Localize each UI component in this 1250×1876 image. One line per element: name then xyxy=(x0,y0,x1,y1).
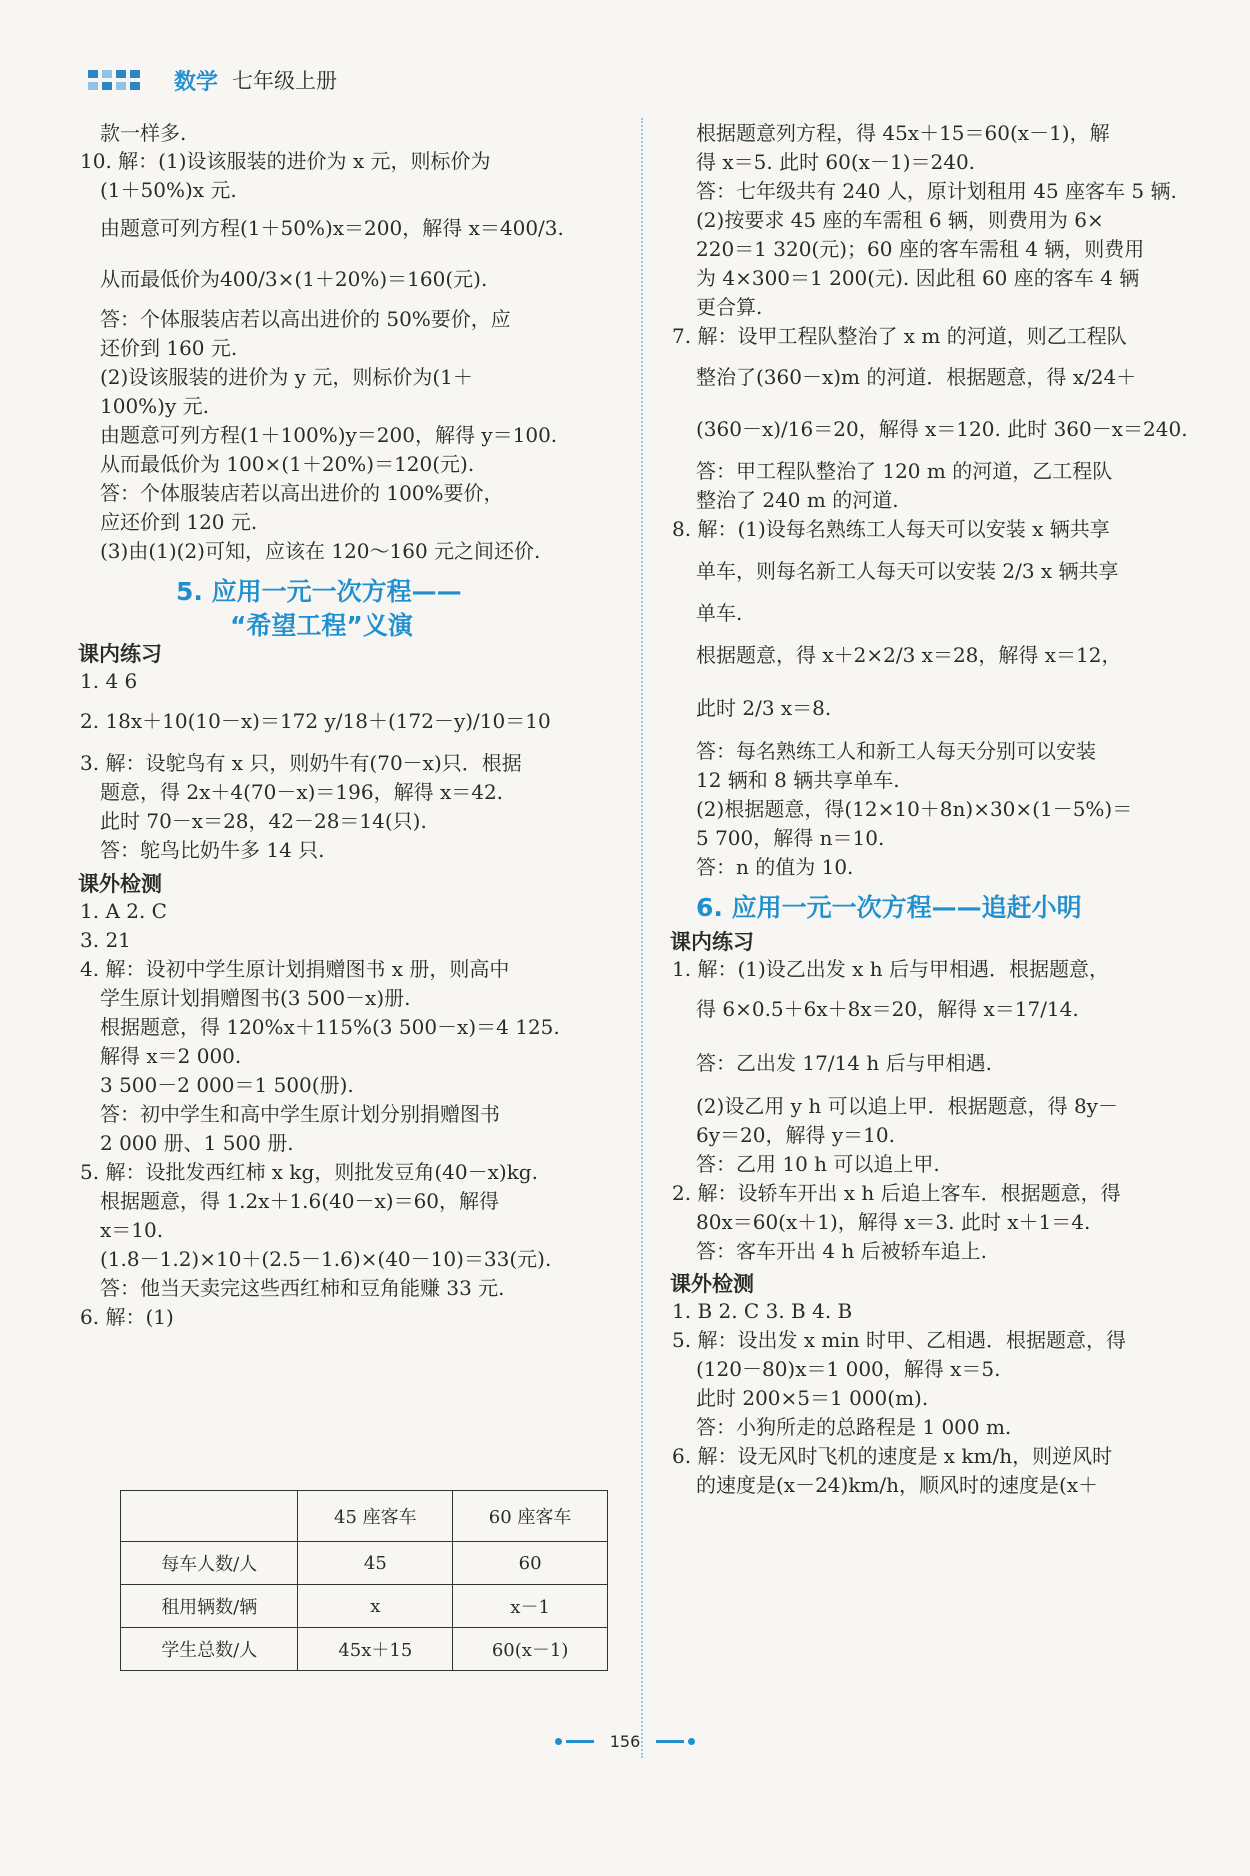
table-cell: 租用辆数/辆 xyxy=(121,1585,298,1628)
text-line: 从而最低价为400/3×(1＋20%)＝160(元). xyxy=(100,267,488,291)
text-line: (2)按要求 45 座的车需租 6 辆，则费用为 6× xyxy=(696,208,1104,232)
text-line: 4. 解：设初中学生原计划捐赠图书 x 册，则高中 xyxy=(80,957,510,981)
footer-dash-icon xyxy=(566,1740,594,1743)
bus-table xyxy=(120,1490,608,1671)
text-line: 根据题意，得 x＋2×2/3 x＝28，解得 x＝12， xyxy=(696,643,1122,667)
text-line: 题意，得 2x＋4(70－x)＝196，解得 x＝42. xyxy=(100,780,504,804)
section-title: 6. 应用一元一次方程——追赶小明 xyxy=(696,893,1082,922)
text-line: 答：个体服装店若以高出进价的 100%要价， xyxy=(100,481,504,505)
text-line: (1.8－1.2)×10＋(2.5－1.6)×(40－10)＝33(元). xyxy=(100,1247,552,1271)
section-title: 5. 应用一元一次方程—— xyxy=(176,577,462,606)
text-line: 此时 200×5＝1 000(m). xyxy=(696,1386,929,1410)
text-line: 6. 解：设无风时飞机的速度是 x km/h，则逆风时 xyxy=(672,1444,1113,1468)
text-line: 答：七年级共有 240 人，原计划租用 45 座客车 5 辆. xyxy=(696,179,1177,203)
text-line: 2. 18x＋10(10－x)＝172 y/18＋(172－y)/10＝10 xyxy=(80,709,551,733)
table-cell: 60(x－1) xyxy=(453,1628,608,1671)
subsection-heading: 课外检测 xyxy=(670,1272,754,1296)
text-line: 3. 21 xyxy=(80,928,131,952)
page-number: 156 xyxy=(609,1732,641,1751)
text-line: 1. 4 6 xyxy=(80,669,138,693)
text-line: 解得 x＝2 000. xyxy=(100,1044,242,1068)
text-line: 8. 解：(1)设每名熟练工人每天可以安装 x 辆共享 xyxy=(672,517,1110,541)
text-line: (360－x)/16＝20，解得 x＝120. 此时 360－x＝240. xyxy=(696,417,1188,441)
table-cell: 45 座客车 xyxy=(298,1491,453,1542)
text-line: 3. 解：设鸵鸟有 x 只，则奶牛有(70－x)只．根据 xyxy=(80,751,522,775)
text-line: 答：每名熟练工人和新工人每天分别可以安装 xyxy=(696,739,1096,763)
text-line: 1. A 2. C xyxy=(80,899,167,923)
header-subject: 数学 xyxy=(174,69,219,95)
table-cell xyxy=(121,1491,298,1542)
table-cell: 45 xyxy=(298,1542,453,1585)
text-line: 5 700，解得 n＝10. xyxy=(696,826,885,850)
text-line: 6. 解：(1) xyxy=(80,1305,174,1329)
text-line: 根据题意，得 120%x＋115%(3 500－x)＝4 125. xyxy=(100,1015,560,1039)
text-line: 答：n 的值为 10. xyxy=(696,855,854,879)
text-line: (120－80)x＝1 000，解得 x＝5. xyxy=(696,1357,1001,1381)
text-line: 单车. xyxy=(696,601,743,625)
text-line: 由题意可列方程(1＋100%)y＝200，解得 y＝100. xyxy=(100,423,558,447)
text-line: x＝10. xyxy=(100,1218,164,1242)
text-line: 得 6×0.5＋6x＋8x＝20，解得 x＝17/14. xyxy=(696,997,1079,1021)
text-line: 12 辆和 8 辆共享单车. xyxy=(696,768,900,792)
text-line: 80x＝60(x＋1)，解得 x＝3. 此时 x＋1＝4. xyxy=(696,1210,1091,1234)
section-title: “希望工程”义演 xyxy=(230,611,413,640)
text-line: 7. 解：设甲工程队整治了 x m 的河道，则乙工程队 xyxy=(672,324,1127,348)
text-line: 更合算. xyxy=(696,295,763,319)
table-cell: 45x＋15 xyxy=(298,1628,453,1671)
column-divider xyxy=(641,118,643,1758)
subsection-heading: 课外检测 xyxy=(78,872,162,896)
text-line: 答：乙出发 17/14 h 后与甲相遇. xyxy=(696,1051,992,1075)
text-line: 由题意可列方程(1＋50%)x＝200，解得 x＝400/3. xyxy=(100,216,564,240)
text-line: 220＝1 320(元)；60 座的客车需租 4 辆，则费用 xyxy=(696,237,1145,261)
text-line: (3)由(1)(2)可知，应该在 120～160 元之间还价. xyxy=(100,539,541,563)
text-line: (1＋50%)x 元. xyxy=(100,178,237,202)
footer-dot-icon xyxy=(688,1738,695,1745)
footer-dash-icon xyxy=(656,1740,684,1743)
text-line: 答：他当天卖完这些西红柿和豆角能赚 33 元. xyxy=(100,1276,505,1300)
logo-icon xyxy=(88,70,140,90)
header-grade: 七年级上册 xyxy=(232,69,338,93)
text-line: 5. 解：设批发西红柿 x kg，则批发豆角(40－x)kg. xyxy=(80,1160,538,1184)
page-footer xyxy=(0,1732,1250,1751)
subsection-heading: 课内练习 xyxy=(78,642,162,666)
text-line: 此时 70－x＝28，42－28＝14(只). xyxy=(100,809,427,833)
text-line: 此时 2/3 x＝8. xyxy=(696,696,832,720)
text-line: 2 000 册、1 500 册. xyxy=(100,1131,294,1155)
text-line: (2)根据题意，得(12×10＋8n)×30×(1－5%)＝ xyxy=(696,797,1133,821)
text-line: 单车，则每名新工人每天可以安装 2/3 x 辆共享 xyxy=(696,559,1119,583)
table-cell: x－1 xyxy=(453,1585,608,1628)
text-line: 1. B 2. C 3. B 4. B xyxy=(672,1299,853,1323)
table-cell: x xyxy=(298,1585,453,1628)
text-line: 得 x＝5. 此时 60(x－1)＝240. xyxy=(696,150,976,174)
text-line: 整治了 240 m 的河道. xyxy=(696,488,899,512)
text-line: 1. 解：(1)设乙出发 x h 后与甲相遇．根据题意， xyxy=(672,957,1110,981)
text-line: 10. 解：(1)设该服装的进价为 x 元，则标价为 xyxy=(80,149,491,173)
text-line: (2)设该服装的进价为 y 元，则标价为(1＋ xyxy=(100,365,473,389)
text-line: 6y＝20，解得 y＝10. xyxy=(696,1123,895,1147)
subsection-heading: 课内练习 xyxy=(670,930,754,954)
text-line: 款一样多. xyxy=(100,121,187,145)
text-line: 为 4×300＝1 200(元). 因此租 60 座的客车 4 辆 xyxy=(696,266,1140,290)
table-cell: 60 xyxy=(453,1542,608,1585)
text-line: 5. 解：设出发 x min 时甲、乙相遇．根据题意，得 xyxy=(672,1328,1127,1352)
text-line: (2)设乙用 y h 可以追上甲．根据题意，得 8y－ xyxy=(696,1094,1118,1118)
text-line: 100%)y 元. xyxy=(100,394,209,418)
table-cell: 60 座客车 xyxy=(453,1491,608,1542)
text-line: 根据题意列方程，得 45x＋15＝60(x－1)，解 xyxy=(696,121,1110,145)
table-row xyxy=(121,1585,608,1628)
table-cell: 学生总数/人 xyxy=(121,1628,298,1671)
table-cell: 每车人数/人 xyxy=(121,1542,298,1585)
text-line: 答：客车开出 4 h 后被轿车追上. xyxy=(696,1239,988,1263)
text-line: 答：初中学生和高中学生原计划分别捐赠图书 xyxy=(100,1102,500,1126)
text-line: 2. 解：设轿车开出 x h 后追上客车．根据题意，得 xyxy=(672,1181,1121,1205)
table-row xyxy=(121,1542,608,1585)
text-line: 根据题意，得 1.2x＋1.6(40－x)＝60，解得 xyxy=(100,1189,500,1213)
text-line: 答：乙用 10 h 可以追上甲. xyxy=(696,1152,940,1176)
footer-dot-icon xyxy=(555,1738,562,1745)
text-line: 答：鸵鸟比奶牛多 14 只. xyxy=(100,838,325,862)
text-line: 答：个体服装店若以高出进价的 50%要价，应 xyxy=(100,307,511,331)
page-header xyxy=(88,60,337,100)
text-line: 学生原计划捐赠图书(3 500－x)册. xyxy=(100,986,411,1010)
text-line: 答：甲工程队整治了 120 m 的河道，乙工程队 xyxy=(696,459,1113,483)
table-row xyxy=(121,1491,608,1542)
text-line: 的速度是(x－24)km/h，顺风时的速度是(x＋ xyxy=(696,1473,1099,1497)
text-line: 答：小狗所走的总路程是 1 000 m. xyxy=(696,1415,1012,1439)
text-line: 从而最低价为 100×(1＋20%)＝120(元). xyxy=(100,452,475,476)
text-line: 还价到 160 元. xyxy=(100,336,238,360)
table-row xyxy=(121,1628,608,1671)
text-line: 3 500－2 000＝1 500(册). xyxy=(100,1073,354,1097)
text-line: 整治了(360－x)m 的河道．根据题意，得 x/24＋ xyxy=(696,365,1137,389)
text-line: 应还价到 120 元. xyxy=(100,510,258,534)
